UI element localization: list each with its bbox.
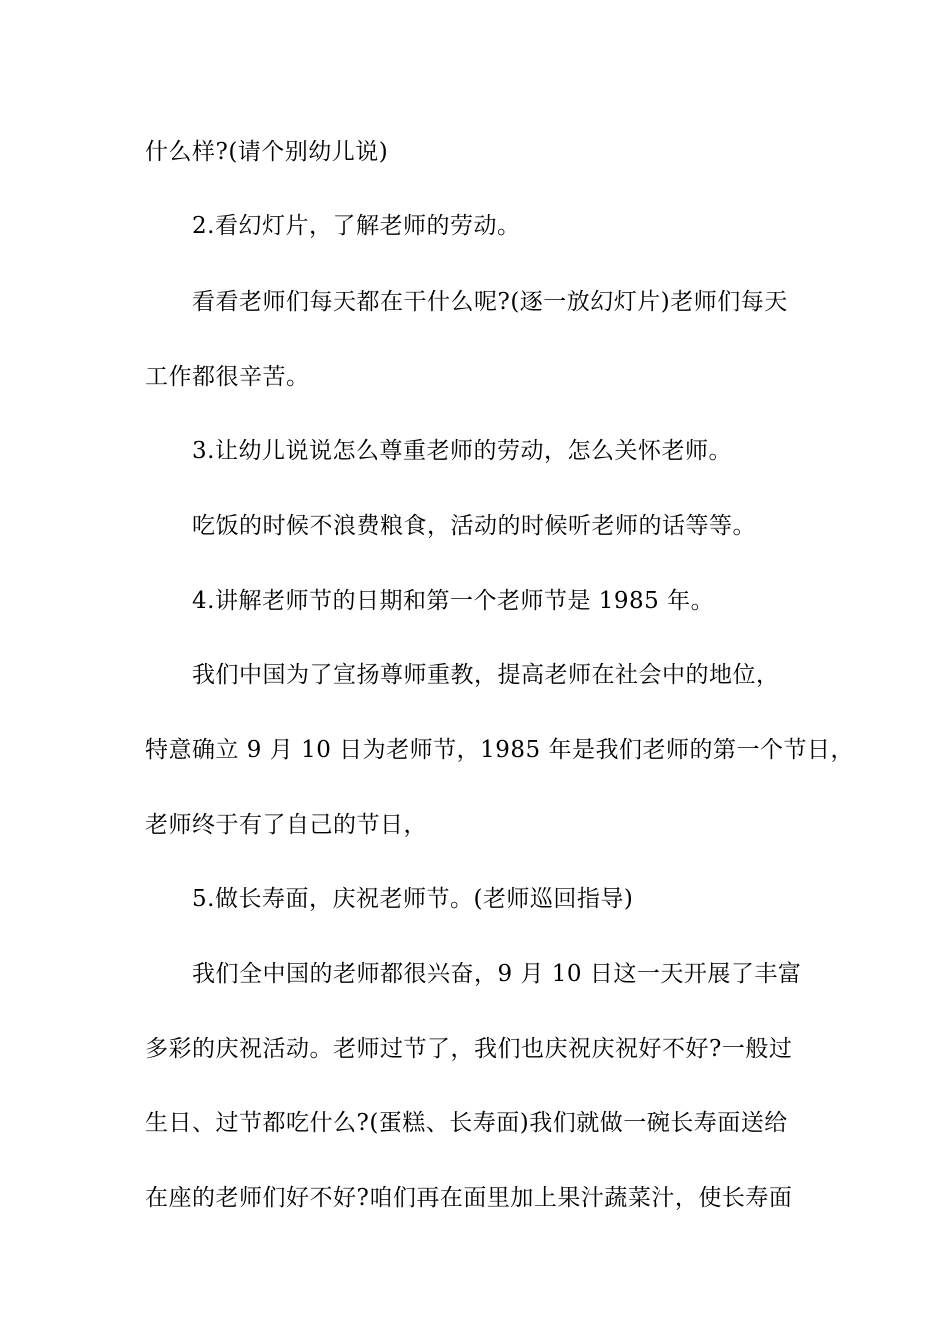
- text-line: 工作都很辛苦。: [145, 364, 310, 390]
- text-line: 我们中国为了宣扬尊师重教，提高老师在社会中的地位，: [192, 662, 780, 688]
- text-line: 吃饭的时候不浪费粮食，活动的时候听老师的话等等。: [192, 513, 756, 539]
- text-line: 我们全中国的老师都很兴奋，9 月 10 日这一天开展了丰富: [192, 961, 802, 987]
- text-line: 什么样?(请个别幼儿说): [145, 139, 389, 165]
- text-line: 4.讲解老师节的日期和第一个老师节是 1985 年。: [192, 588, 715, 614]
- text-line: 看看老师们每天都在干什么呢?(逐一放幻灯片)老师们每天: [192, 289, 788, 315]
- text-line: 特意确立 9 月 10 日为老师节，1985 年是我们老师的第一个节日，: [145, 737, 854, 763]
- text-line: 老师终于有了自己的节日，: [145, 812, 427, 838]
- text-line: 在座的老师们好不好?咱们再在面里加上果汁蔬菜汁，使长寿面: [145, 1185, 793, 1211]
- text-line: 2.看幻灯片，了解老师的劳动。: [192, 213, 521, 239]
- text-line: 多彩的庆祝活动。老师过节了，我们也庆祝庆祝好不好?一般过: [145, 1036, 793, 1062]
- text-line: 5.做长寿面，庆祝老师节。(老师巡回指导): [192, 886, 634, 912]
- text-line: 3.让幼儿说说怎么尊重老师的劳动，怎么关怀老师。: [192, 438, 732, 464]
- text-line: 生日、过节都吃什么?(蛋糕、长寿面)我们就做一碗长寿面送给: [145, 1110, 788, 1136]
